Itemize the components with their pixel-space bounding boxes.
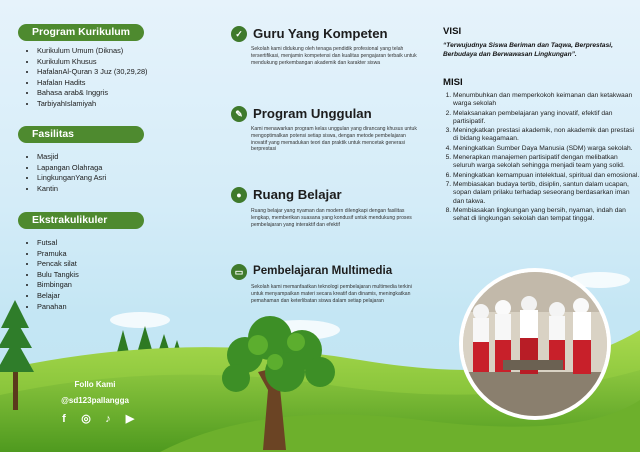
students-illustration: [463, 272, 607, 416]
fasilitas-heading: Fasilitas: [18, 126, 144, 143]
list-item: • Bahasa arab& Inggris: [37, 88, 148, 99]
follow-label: Follo Kami: [74, 380, 116, 389]
list-item: • LingkunganYang Asri: [37, 173, 106, 184]
list-item: 8. Membiasakan lingkungan yang bersih, nyaman, indah dan sehat di lingkungan sekolah dan tempat tinggal.: [453, 207, 640, 224]
section-title: Program Unggulan: [253, 106, 372, 121]
check-icon: ✓: [231, 26, 247, 42]
list-item: • Masjid: [37, 152, 106, 163]
ekskul-heading: Ekstrakulikuler: [18, 212, 144, 229]
list-item: • Kantin: [37, 184, 106, 195]
social-handle: @sd123pallangga: [61, 396, 129, 405]
section-title: Guru Yang Kompeten: [253, 26, 388, 41]
list-item: 6. Meningkatkan kemampuan intelektual, spiritual dan emosional.: [453, 172, 640, 180]
list-item: • Pramuka: [37, 249, 79, 260]
ekskul-list: [24, 238, 79, 312]
list-item: • Kurikulum Khusus: [37, 57, 148, 68]
list-item: • Futsal: [37, 238, 79, 249]
section-text: Kami menawarkan program kelas unggulan yang dirancang khusus untuk mengoptimalkan potensi setiap siswa, dengan metode pembelajaran inovatif yang memadukan teori dan praktik untuk mencetak generasi berprestasi: [251, 126, 417, 153]
students-photo: [459, 268, 611, 420]
visi-heading: VISI: [443, 26, 462, 37]
social-links: [57, 412, 137, 426]
misi-list: [443, 92, 640, 224]
list-item: • Bulu Tangkis: [37, 270, 79, 281]
list-item: 1. Menumbuhkan dan memperkokoh keimanan dan ketakwaan warga sekolah: [453, 92, 640, 109]
fasilitas-list: [24, 152, 106, 194]
list-item: • HafalanAl-Quran 3 Juz (30,29,28): [37, 67, 148, 78]
microphone-icon: ●: [231, 187, 247, 203]
section-text: Ruang belajar yang nyaman dan modern dilengkapi dengan fasilitas lengkap, memberikan suasana yang kondusif untuk mendukung proses pembelajaran yang interaktif dan efektif: [251, 208, 412, 228]
middle-panel: [213, 0, 426, 452]
left-panel: [0, 0, 205, 452]
list-item: 7. Membiasakan budaya tertib, disiplin, santun dalam ucapan, sopan dalam prilaku terhadap seseorang berdasarkan iman dan takwa.: [453, 181, 640, 206]
list-item: 4. Meningkatkan Sumber Daya Manusia (SDM) warga sekolah.: [453, 145, 640, 153]
visi-text: “Terwujudnya Siswa Beriman dan Taqwa, Berprestasi, Berbudaya dan Berwawasan Lingkungan”.: [443, 42, 613, 58]
section-text: Sekolah kami didukung oleh tenaga pendidik profesional yang telah tersertifikasi, menjamin kompetensi dan kualitas pengajaran terbaik untuk mendukung perkembangan akademik dan karakter siswa: [251, 46, 417, 66]
list-item: 5. Menerapkan manajemen partisipatif dengan melibatkan seluruh warga sekolah sehingga menjadi team yang solid.: [453, 154, 640, 171]
section-text: Sekolah kami memanfaatkan teknologi pembelajaran multimedia terkini untuk menyampaikan materi secara kreatif dan dinamis, meningkatkan pemahaman dan keterlibatan siswa dalam setiap pelajaran: [251, 284, 412, 304]
misi-heading: MISI: [443, 77, 463, 88]
section-title: Ruang Belajar: [253, 187, 342, 202]
list-item: • TarbiyahIslamiyah: [37, 99, 148, 110]
instagram-icon[interactable]: ◎: [81, 413, 91, 425]
list-item: • Panahan: [37, 302, 79, 313]
tiktok-icon[interactable]: ♪: [105, 413, 111, 425]
facebook-icon[interactable]: f: [62, 413, 66, 425]
section-title: Pembelajaran Multimedia: [253, 264, 393, 277]
youtube-icon[interactable]: ▶: [125, 413, 135, 425]
list-item: • Hafalan Hadits: [37, 78, 148, 89]
list-item: • Belajar: [37, 291, 79, 302]
list-item: 2. Melaksanakan pembelajaran yang inovatif, efektif dan partisipatif.: [453, 110, 640, 127]
list-item: • Kurikulum Umum (Diknas): [37, 46, 148, 57]
kurikulum-list: [24, 46, 148, 110]
list-item: 3. Meningkatkan prestasi akademik, non akademik dan prestasi di bidang keagamaan.: [453, 127, 640, 144]
pencil-icon: ✎: [231, 106, 247, 122]
monitor-icon: ▭: [231, 264, 247, 280]
list-item: • Lapangan Olahraga: [37, 163, 106, 174]
kurikulum-heading: Program Kurikulum: [18, 24, 144, 41]
list-item: • Bimbingan: [37, 280, 79, 291]
list-item: • Pencak silat: [37, 259, 79, 270]
